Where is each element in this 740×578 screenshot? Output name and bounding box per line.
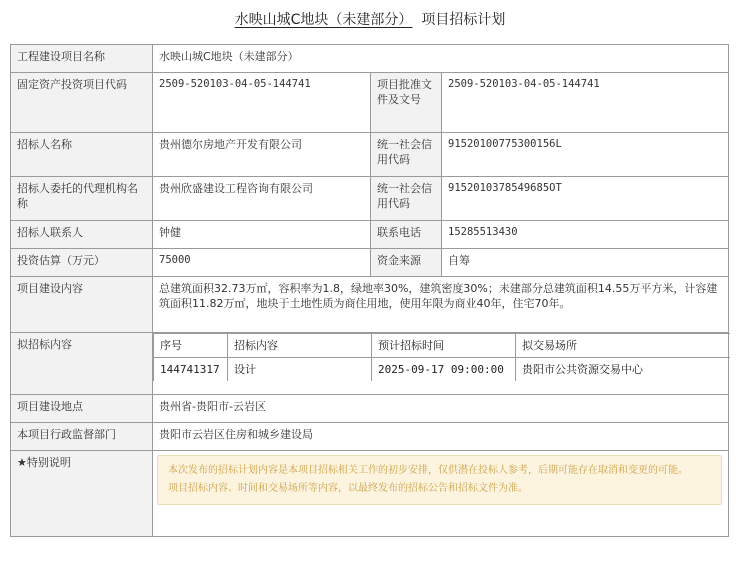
special-note-cell bbox=[153, 451, 729, 537]
approval-doc-value: 2509-520103-04-05-144741 bbox=[442, 73, 729, 133]
special-note-line-1: 本次发布的招标计划内容是本项目招标相关工作的初步安排，仅供潜在投标人参考，后期可能存在取消和变更的可能。 bbox=[168, 465, 688, 476]
project-code-label: 固定资产投资项目代码 bbox=[11, 73, 153, 133]
agent-label: 招标人委托的代理机构名称 bbox=[11, 177, 153, 221]
funding-source-label: 资金来源 bbox=[371, 249, 442, 277]
tender-content-grid-cell bbox=[153, 333, 729, 395]
phone-value: 15285513430 bbox=[442, 221, 729, 249]
construction-content-label: 项目建设内容 bbox=[11, 277, 153, 333]
agent-credit-code-value: 9152010378549685OT bbox=[442, 177, 729, 221]
approval-doc-label: 项目批准文件及文号 bbox=[371, 73, 442, 133]
tender-plan-table bbox=[10, 44, 729, 537]
item-header: 招标内容 bbox=[228, 334, 372, 358]
tender-grid-header-row bbox=[154, 334, 730, 358]
tender-content-grid bbox=[153, 333, 730, 381]
table-row bbox=[11, 249, 729, 277]
investment-value: 75000 bbox=[153, 249, 371, 277]
tenderer-value: 贵州德尔房地产开发有限公司 bbox=[153, 133, 371, 177]
table-row bbox=[11, 333, 729, 395]
table-row bbox=[11, 73, 729, 133]
agent-value: 贵州欣盛建设工程咨询有限公司 bbox=[153, 177, 371, 221]
table-row bbox=[11, 451, 729, 537]
seq-header: 序号 bbox=[154, 334, 228, 358]
table-row bbox=[11, 221, 729, 249]
tenderer-label: 招标人名称 bbox=[11, 133, 153, 177]
investment-label: 投资估算（万元） bbox=[11, 249, 153, 277]
table-row bbox=[11, 133, 729, 177]
agent-credit-code-label: 统一社会信用代码 bbox=[371, 177, 442, 221]
table-row bbox=[11, 423, 729, 451]
funding-source-value: 自筹 bbox=[442, 249, 729, 277]
item-cell: 设计 bbox=[228, 358, 372, 382]
table-row bbox=[11, 45, 729, 73]
contact-label: 招标人联系人 bbox=[11, 221, 153, 249]
table-row bbox=[11, 395, 729, 423]
special-note-box bbox=[157, 455, 722, 505]
project-name-label: 工程建设项目名称 bbox=[11, 45, 153, 73]
tenderer-credit-code-value: 91520100775300156L bbox=[442, 133, 729, 177]
page-title bbox=[0, 9, 740, 29]
special-note-line-2: 项目招标内容、时间和交易场所等内容，以最终发布的招标公告和招标文件为准。 bbox=[168, 483, 528, 494]
venue-header: 拟交易场所 bbox=[516, 334, 730, 358]
location-value: 贵州省-贵阳市-云岩区 bbox=[153, 395, 729, 423]
table-row bbox=[11, 177, 729, 221]
tender-content-label: 拟招标内容 bbox=[11, 333, 153, 395]
table-row bbox=[11, 277, 729, 333]
title-suffix: 项目招标计划 bbox=[421, 12, 506, 28]
supervisor-label: 本项目行政监督部门 bbox=[11, 423, 153, 451]
contact-value: 钟健 bbox=[153, 221, 371, 249]
phone-label: 联系电话 bbox=[371, 221, 442, 249]
seq-cell: 144741317 bbox=[154, 358, 228, 382]
construction-content-value: 总建筑面积32.73万㎡，容积率为1.8，绿地率30%，建筑密度30%；未建部分总建筑面积14.55万平方米，计容建筑面积11.82万㎡，地块于土地性质为商住用地，使用年限为商业40年，住宅70年。 bbox=[153, 277, 729, 333]
special-note-label: ★特别说明 bbox=[11, 451, 153, 537]
project-name-value: 水映山城C地块（未建部分） bbox=[153, 45, 729, 73]
tender-grid-row bbox=[154, 358, 730, 382]
time-cell: 2025-09-17 09:00:00 bbox=[372, 358, 516, 382]
time-header: 预计招标时间 bbox=[372, 334, 516, 358]
project-title: 水映山城C地块（未建部分） bbox=[234, 12, 413, 28]
project-code-value: 2509-520103-04-05-144741 bbox=[153, 73, 371, 133]
tenderer-credit-code-label: 统一社会信用代码 bbox=[371, 133, 442, 177]
location-label: 项目建设地点 bbox=[11, 395, 153, 423]
venue-cell: 贵阳市公共资源交易中心 bbox=[516, 358, 730, 382]
supervisor-value: 贵阳市云岩区住房和城乡建设局 bbox=[153, 423, 729, 451]
